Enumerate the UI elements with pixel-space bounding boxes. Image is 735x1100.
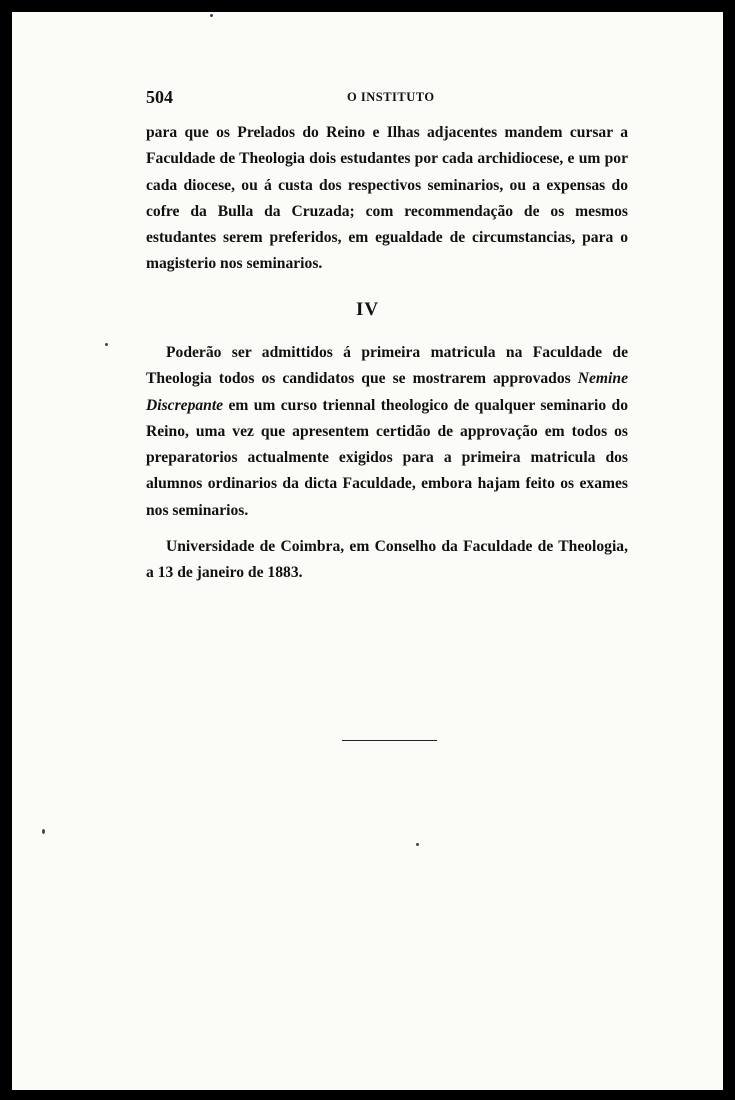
paper-speck (42, 829, 45, 834)
section-number: IV (355, 299, 380, 320)
running-head: O INSTITUTO (347, 90, 435, 104)
page-number: 504 (146, 87, 173, 107)
latin-phrase: Nemine Discrepante (146, 370, 628, 414)
paragraph-admission (146, 340, 628, 524)
paragraph-admission-text: Poderão ser admittidos á primeira matricula na Faculdade de Theologia todos os candidatos que se mostrarem approvados (146, 344, 628, 388)
paper-speck (416, 843, 419, 846)
paragraph-signature-line: Universidade de Coimbra, em Conselho da Faculdade de Theologia, a 13 de janeiro de 1883. (146, 538, 628, 582)
page-header (146, 87, 626, 111)
bleed-through-rule (342, 740, 437, 741)
paper-speck (105, 343, 108, 346)
paper-speck (210, 14, 213, 17)
paragraph-admission-text-cont: em um curso triennal theologico de qualquer seminario do Reino, uma vez que apresentem certidão de approvação em todos os preparatorios actualmente exigidos para a primeira matricula dos alumnos ordinarios da dicta Faculdade, embora hajam feito os exames nos seminarios. (146, 396, 628, 519)
paragraph-decree-continuation: para que os Prelados do Reino e Ilhas adjacentes mandem cursar a Faculdade de Theologia dois estudantes por cada archidiocese, e um por cada diocese, ou á custa dos respectivos seminarios, ou a expensas do cofre da Bulla da Cruzada; com recommendação de os mesmos estudantes serem preferidos, em egualdade de circumstancias, para o magisterio nos seminarios. (146, 124, 628, 273)
